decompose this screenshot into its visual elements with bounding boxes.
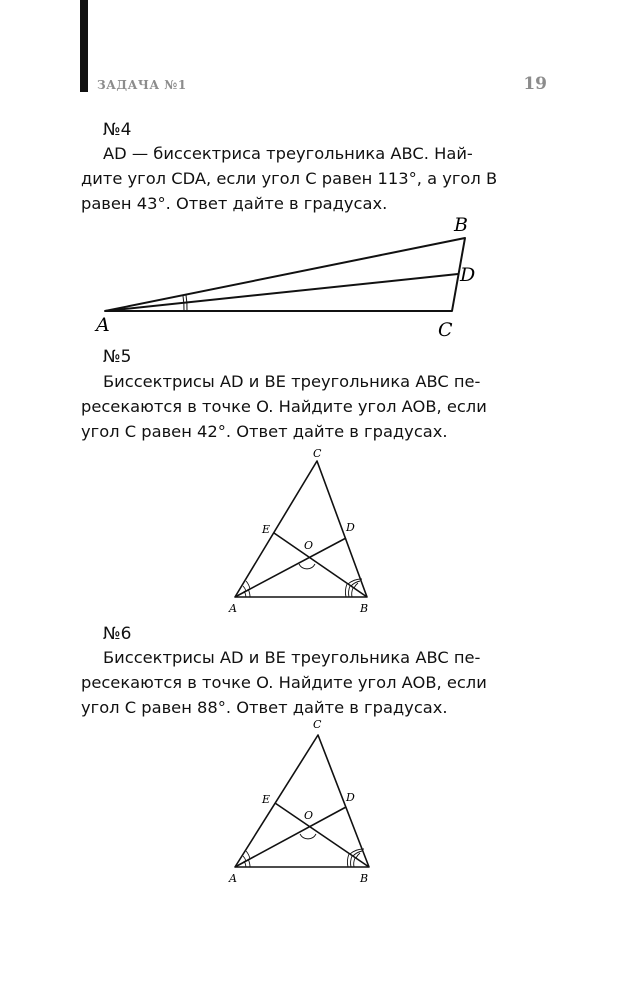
point-label-b: B — [454, 214, 468, 236]
point-label-c: C — [313, 447, 322, 460]
problem-text — [81, 369, 520, 444]
problem-number: №4 — [103, 120, 132, 140]
point-label-a: A — [229, 872, 237, 885]
point-label-a: A — [96, 314, 110, 336]
section-label: ЗАДАЧА №1 — [97, 78, 187, 92]
text-line: дите угол CDA, если угол C равен 113°, а угол B — [81, 169, 498, 188]
problem-number: №5 — [103, 347, 132, 367]
angle-arc-b — [354, 858, 355, 867]
angle-arc-o — [299, 564, 315, 569]
text-line: AD — биссектриса треугольника ABC. Най- — [103, 144, 473, 163]
problem-text — [81, 645, 520, 720]
angle-arc-b — [345, 584, 347, 597]
triangle-figure-5 — [220, 445, 390, 615]
text-line: Биссектрисы AD и BE треугольника ABC пе- — [103, 372, 481, 391]
point-label-c: C — [438, 319, 453, 341]
text-line: Биссектрисы AD и BE треугольника ABC пе- — [103, 648, 481, 667]
angle-arc-b — [352, 588, 353, 597]
point-label-b: B — [360, 602, 369, 615]
angle-arc-b — [356, 853, 360, 858]
triangle-figure-6 — [220, 715, 390, 890]
point-label-d: D — [346, 791, 355, 804]
angle-arc-a — [248, 859, 250, 867]
angle-arc-a — [246, 581, 250, 589]
angle-arc-b — [349, 586, 350, 597]
text-line: ресекаются в точке O. Найдите угол AOB, если — [81, 673, 487, 692]
text-line: угол C равен 88°. Ответ дайте в градусах. — [81, 698, 448, 717]
point-label-c: C — [313, 718, 322, 731]
bisector-ad — [105, 274, 458, 311]
point-label-e: E — [262, 523, 271, 536]
angle-arc-a — [243, 856, 246, 861]
point-label-d: D — [346, 521, 355, 534]
angle-arc-b — [351, 856, 352, 867]
side-bar — [80, 0, 88, 92]
angle-arc-a — [248, 589, 250, 597]
text-line: ресекаются в точке O. Найдите угол AOB, если — [81, 397, 487, 416]
problem-number: №6 — [103, 624, 132, 644]
bisector-be — [274, 533, 367, 597]
page-number: 19 — [523, 74, 547, 94]
bisector-ad — [235, 538, 346, 597]
point-label-a: A — [229, 602, 237, 615]
text-line: равен 43°. Ответ дайте в градусах. — [81, 194, 388, 213]
bisector-be — [275, 803, 369, 867]
point-label-b: B — [360, 872, 369, 885]
triangle-figure-4 — [90, 210, 490, 345]
point-label-d: D — [460, 264, 476, 286]
angle-arc-a — [243, 586, 246, 591]
angle-arc-a — [246, 851, 250, 859]
text-line: угол C равен 42°. Ответ дайте в градусах. — [81, 422, 448, 441]
problem-text — [81, 141, 520, 216]
angle-arc-b — [354, 583, 358, 588]
angle-arc-b — [347, 854, 349, 867]
triangle-outline — [105, 238, 465, 311]
point-label-o: O — [304, 809, 314, 822]
point-label-e: E — [262, 793, 271, 806]
point-label-o: O — [304, 539, 314, 552]
angle-arc-o — [300, 834, 316, 839]
bisector-ad — [235, 807, 346, 867]
